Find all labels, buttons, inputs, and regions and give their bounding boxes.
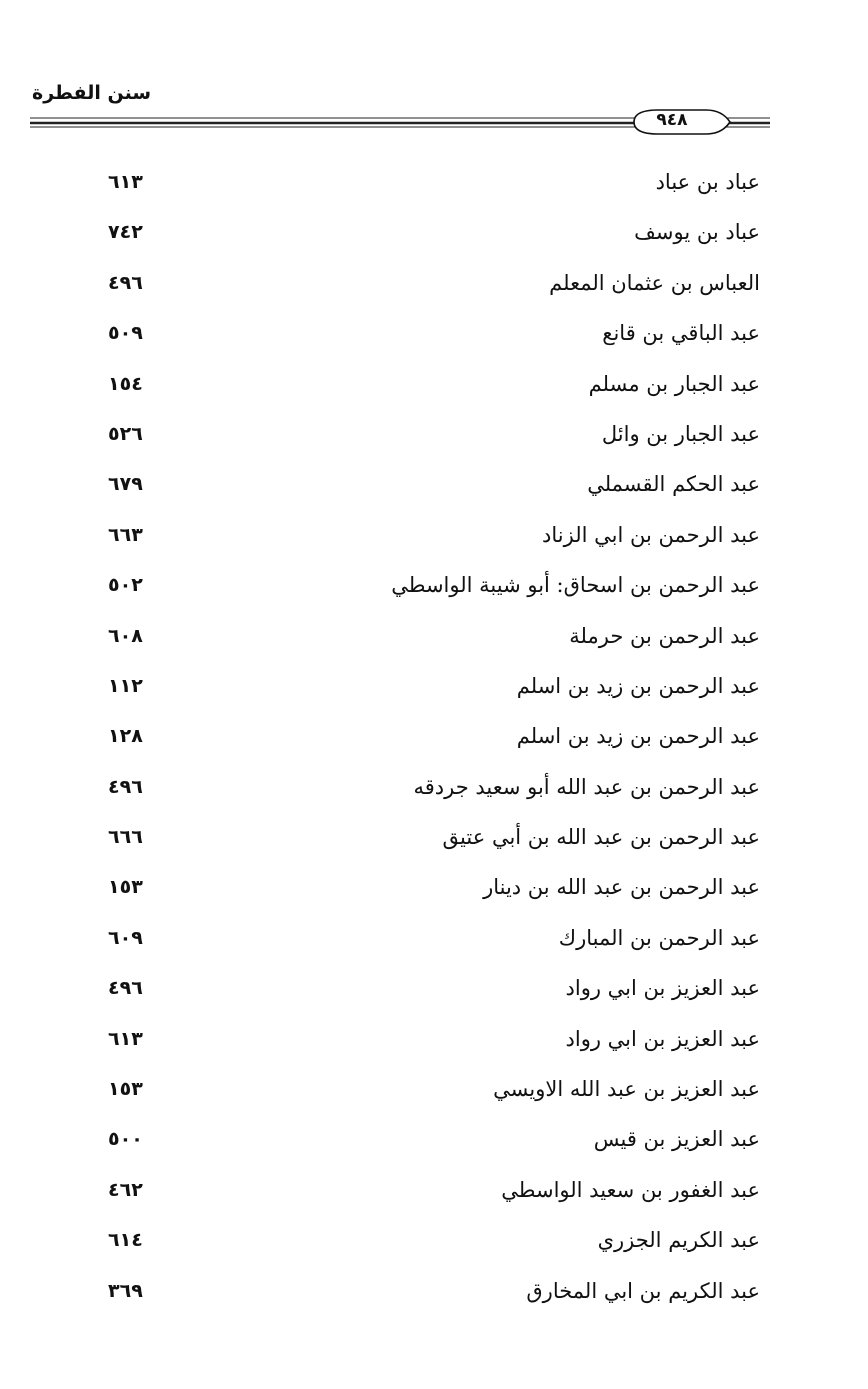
index-entry (0, 1066, 868, 1116)
entry-name: عبد العزيز بن قيس (593, 1127, 760, 1152)
entry-name: عبد الغفور بن سعيد الواسطي (501, 1177, 760, 1202)
entry-page-number: ٦٦٦ (108, 826, 143, 849)
entry-name: عبد الرحمن بن اسحاق: أبو شيبة الواسطي (391, 573, 760, 598)
entry-page-number: ١٥٣ (108, 876, 143, 899)
entry-page-number: ٤٦٢ (108, 1178, 143, 1201)
entry-name: عبد العزيز بن ابي رواد (565, 1026, 760, 1051)
index-entry (0, 764, 868, 814)
book-title: سنن الفطرة (32, 82, 152, 104)
entry-page-number: ٦٠٩ (108, 926, 143, 949)
entry-page-number: ٦٦٣ (108, 523, 143, 546)
entry-page-number: ٦١٤ (108, 1229, 143, 1252)
entry-name: عبد الباقي بن قانع (602, 321, 760, 346)
entry-name: عبد الرحمن بن حرملة (569, 623, 760, 648)
index-entry (0, 562, 868, 612)
index-entry (0, 209, 868, 259)
index-entry (0, 713, 868, 763)
entry-name: عبد الرحمن بن عبد الله بن أبي عتيق (442, 825, 760, 850)
index-entry (0, 512, 868, 562)
entry-name: عباد بن عباد (655, 170, 760, 194)
index-entry (0, 310, 868, 360)
index-entry (0, 260, 868, 310)
index-entry (0, 663, 868, 713)
entry-page-number: ٥٢٦ (108, 422, 143, 445)
entry-name: عبد الرحمن بن زيد بن اسلم (516, 673, 760, 698)
index-entry (0, 159, 868, 209)
index-entry (0, 1167, 868, 1217)
index-entry (0, 1268, 868, 1318)
entry-page-number: ٦١٣ (108, 171, 143, 193)
entry-name: عبد الرحمن بن ابي الزناد (542, 522, 760, 547)
index-entry (0, 1016, 868, 1066)
entry-page-number: ٦٧٩ (108, 473, 143, 496)
page-number: ٩٤٨ (656, 110, 688, 130)
index-entry (0, 1116, 868, 1166)
entry-name: عبد الحكم القسملي (587, 472, 760, 497)
entry-page-number: ٦١٣ (108, 1027, 143, 1050)
entry-name: عبد الرحمن بن عبد الله أبو سعيد جردقه (413, 774, 760, 799)
page-header (30, 78, 770, 138)
entry-page-number: ٦٠٨ (108, 624, 143, 647)
entry-page-number: ٤٩٦ (108, 775, 143, 798)
index-entry (0, 864, 868, 914)
entry-page-number: ٥٠٢ (108, 574, 143, 597)
entry-name: عبد الرحمن بن المبارك (558, 925, 760, 950)
entry-page-number: ١٥٤ (108, 372, 143, 395)
index-entry (0, 461, 868, 511)
entry-page-number: ١١٢ (108, 674, 143, 697)
entry-name: العباس بن عثمان المعلم (549, 270, 760, 295)
entry-name: عبد الجبار بن وائل (601, 421, 760, 446)
index-entry (0, 814, 868, 864)
entry-page-number: ٥٠٩ (108, 322, 143, 345)
entry-name: عبد الجبار بن مسلم (588, 371, 760, 396)
entry-page-number: ٥٠٠ (108, 1128, 143, 1151)
index-entry (0, 411, 868, 461)
entry-name: عبد الكريم بن ابي المخارق (526, 1278, 760, 1303)
entry-page-number: ٤٩٦ (108, 271, 143, 294)
entry-page-number: ٧٤٢ (108, 221, 143, 244)
index-entry (0, 1217, 868, 1267)
entry-name: عبد الكريم الجزري (597, 1228, 760, 1253)
entry-page-number: ٣٦٩ (108, 1279, 143, 1302)
entry-page-number: ٤٩٦ (108, 977, 143, 1000)
entry-name: عبد الرحمن بن زيد بن اسلم (516, 724, 760, 749)
index-entry (0, 361, 868, 411)
entry-name: عبد العزيز بن عبد الله الاويسي (493, 1077, 760, 1102)
index-entry (0, 965, 868, 1015)
index-entry (0, 613, 868, 663)
entry-page-number: ١٢٨ (108, 725, 143, 748)
index-entry (0, 915, 868, 965)
entry-page-number: ١٥٣ (108, 1078, 143, 1101)
entry-name: عبد العزيز بن ابي رواد (565, 976, 760, 1001)
index-list (0, 159, 868, 1318)
entry-name: عبد الرحمن بن عبد الله بن دينار (483, 875, 760, 900)
entry-name: عباد بن يوسف (634, 220, 760, 245)
